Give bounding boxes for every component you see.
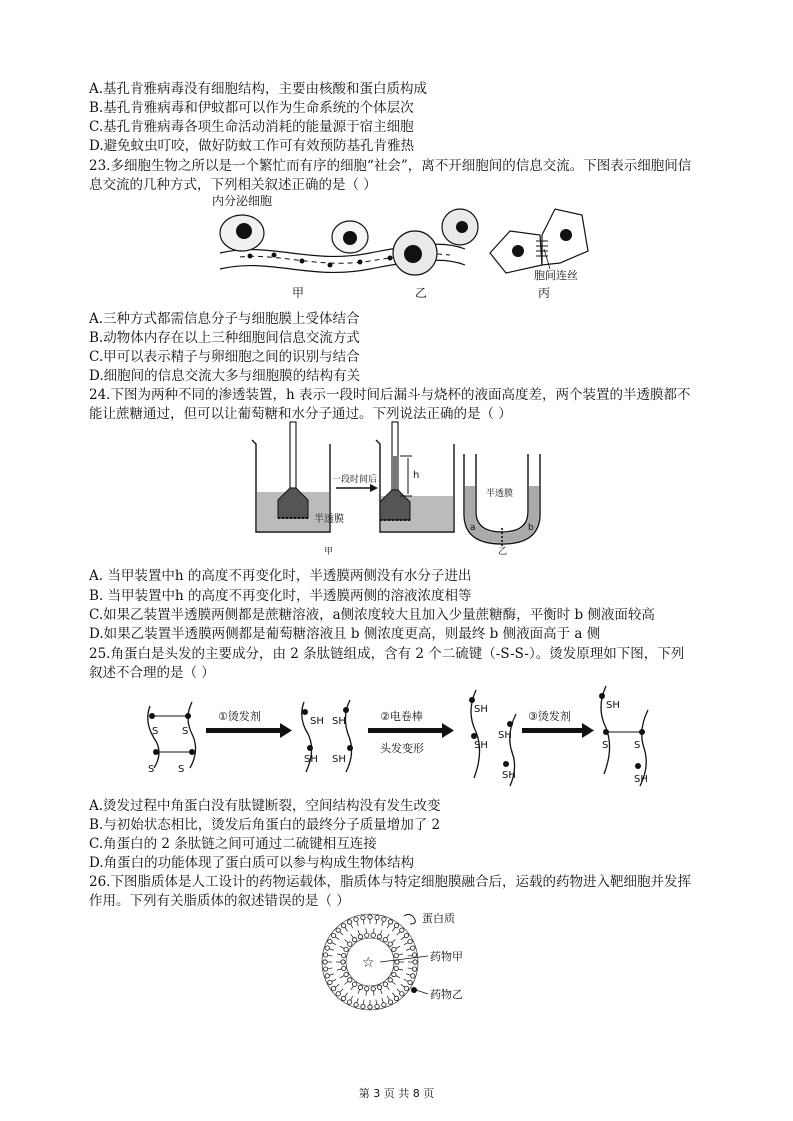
inner-lipid-head: [394, 966, 398, 970]
q22-option-b: B.基孔肯雅病毒和伊蚊都可以作为生命系统的个体层次: [89, 100, 414, 116]
outer-lipid-head: [400, 928, 404, 932]
outer-lipid-head: [388, 920, 392, 924]
outer-lipid-head: [323, 953, 327, 957]
outer-lipid-head: [408, 980, 412, 984]
q22-option-d: D.避免蚊虫叮咬，做好防蚊工作可有效预防基孔肯雅热: [89, 138, 415, 154]
outer-lipid-head: [394, 923, 398, 927]
outer-lipid-head: [375, 915, 379, 919]
label-endocrine-cell: 内分泌细胞: [212, 194, 273, 208]
outer-lipid-head: [341, 923, 345, 927]
outer-lipid-head: [400, 992, 404, 996]
s-label-1: S: [152, 726, 159, 737]
label-side-b: b: [528, 523, 534, 533]
funnel-bell-right: [380, 490, 410, 520]
arrow-step1: [206, 728, 280, 733]
outer-lipid-head: [411, 974, 415, 978]
label-drug-b: 药物乙: [430, 988, 463, 1001]
s-label-4: S: [178, 764, 185, 775]
nucleus-bing-right: [560, 229, 572, 241]
q24-figure: [250, 420, 560, 560]
outer-lipid-head: [323, 967, 327, 971]
caption-yi-q23: 乙: [415, 286, 428, 300]
inner-lipid-head: [371, 987, 375, 991]
label-drug-a: 药物甲: [430, 950, 463, 963]
s-label-6: S: [634, 740, 641, 751]
label-step2: ②电卷棒: [380, 710, 423, 723]
label-step3: ③烫发剂: [528, 710, 571, 723]
s-label-2: S: [182, 726, 189, 737]
label-membrane-jia: 半透膜: [314, 514, 344, 525]
outer-lipid-head: [404, 986, 408, 990]
sh-label-10: SH: [634, 774, 648, 785]
arrow-step2-head: [442, 723, 454, 738]
funnel-tube-left: [290, 422, 296, 488]
q26-stem-line2: 作用。下列有关脂质体的叙述错误的是（ ）: [89, 893, 350, 909]
outer-lipid-head: [408, 939, 412, 943]
inner-lipid-head: [388, 978, 392, 982]
label-plasmodesmata: 胞间连丝: [534, 269, 578, 282]
label-h: h: [413, 470, 420, 481]
protein-icon: [404, 914, 415, 924]
outer-lipid-head: [336, 992, 340, 996]
s-label-5: S: [602, 740, 609, 751]
inner-lipid-head: [342, 966, 346, 970]
arrow-step3: [522, 728, 582, 733]
outer-lipid-head: [361, 1004, 365, 1008]
inner-lipid-head: [377, 935, 381, 939]
outer-lipid-head: [394, 996, 398, 1000]
outer-lipid-head: [347, 920, 351, 924]
inner-lipid-head: [388, 942, 392, 946]
inner-lipid-head: [383, 938, 387, 942]
inner-lipid-head: [365, 987, 369, 991]
q26-stem-line1: 26.下图脂质体是人工设计的药物运载体，脂质体与特定细胞膜融合后，运载的药物进入靶细胞并发挥: [89, 874, 691, 890]
inner-lipid-head: [358, 935, 362, 939]
label-after-time: 一段时间后: [332, 475, 378, 485]
inner-lipid-head: [392, 972, 396, 976]
inner-lipid-head: [365, 933, 369, 937]
q23-option-d: D.细胞间的信息交流大多与细胞膜的结构有关: [89, 368, 361, 384]
q23-figure: [210, 193, 590, 305]
outer-lipid-head: [412, 967, 416, 971]
caption-bing-q23: 丙: [538, 286, 551, 300]
sh-label-6: SH: [474, 740, 488, 751]
outer-lipid-head: [354, 1003, 358, 1007]
inner-lipid-head: [383, 982, 387, 986]
outer-lipid-head: [328, 980, 332, 984]
time-arrow-head: [370, 484, 378, 492]
inner-lipid-head: [392, 947, 396, 951]
outer-lipid-head: [331, 933, 335, 937]
sh-label-8: SH: [502, 770, 516, 781]
q22-option-c: C.基孔肯雅病毒各项生命活动消耗的能量源于宿主细胞: [89, 119, 414, 135]
outer-lipid-head: [382, 1003, 386, 1007]
q24-stem-line1: 24.下图为两种不同的渗透装置，h 表示一段时间后漏斗与烧杯的液面高度差，两个装置的半透膜都不: [89, 387, 691, 403]
q24-option-a: A. 当甲装置中h 的高度不再变化时，半透膜两侧没有水分子进出: [89, 568, 472, 584]
label-protein: 蛋白质: [422, 912, 455, 925]
outer-lipid-head: [354, 917, 358, 921]
inner-lipid-head: [344, 947, 348, 951]
q24-stem-line2: 能让蔗糖通过，但可以让葡萄糖和水分子通过。下列说法正确的是（ ）: [89, 406, 512, 422]
caption-yi-q24: 乙: [498, 547, 508, 557]
inner-lipid-head: [371, 933, 375, 937]
q25-figure: [140, 682, 660, 790]
inner-lipid-head: [377, 985, 381, 989]
label-step2-sub: 头发变形: [380, 742, 424, 755]
chain-initial-right: [188, 702, 196, 768]
inner-lipid-head: [348, 978, 352, 982]
q23-stem-line2: 息交流的几种方式，下列相关叙述正确的是（ ）: [89, 177, 377, 193]
q23-stem-line1: 23.多细胞生物之所以是一个繁忙而有序的细胞“社会”，离不开细胞间的信息交流。下图表示细胞间信: [89, 158, 692, 174]
inner-lipid-head: [342, 953, 346, 957]
nucleus-bing-left: [512, 245, 524, 257]
sh-label-3: SH: [304, 754, 318, 765]
q22-option-a: A.基孔肯雅病毒没有细胞结构，主要由核酸和蛋白质构成: [89, 81, 428, 97]
outer-lipid-head: [341, 996, 345, 1000]
inner-lipid-head: [352, 938, 356, 942]
outer-lipid-head: [375, 1004, 379, 1008]
nucleus-yi-right: [456, 221, 468, 233]
q26-figure: [318, 910, 488, 1018]
inner-lipid-head: [352, 982, 356, 986]
nucleus-yi-left: [404, 245, 422, 263]
drug-a-star-icon: ☆: [362, 955, 375, 971]
outer-lipid-head: [368, 915, 372, 919]
q25-option-a: A.烫发过程中角蛋白没有肽键断裂，空间结构没有发生改变: [89, 798, 441, 814]
arrow-step1-head: [280, 723, 292, 738]
s-label-3: S: [148, 764, 155, 775]
drug-b-pointer: [416, 990, 428, 994]
sh-label-9: SH: [606, 700, 620, 711]
sh-label-4: SH: [332, 754, 346, 765]
q24-option-d: D.如果乙装置半透膜两侧都是葡萄糖溶液且 b 侧浓度更高，则最终 b 侧液面高于 a 侧: [89, 626, 601, 642]
funnel-right-liquid-column: [393, 456, 397, 490]
sh-label-1: SH: [310, 716, 324, 727]
inner-lipid-head: [358, 985, 362, 989]
q24-option-b: B. 当甲装置中h 的高度不再变化时，半透膜两侧的溶液浓度相等: [89, 588, 472, 604]
q25-option-b: B.与初始状态相比，烫发后角蛋白的最终分子质量增加了 2: [89, 817, 441, 833]
arrow-step3-head: [582, 723, 594, 738]
sh-label-5: SH: [474, 704, 488, 715]
q25-option-d: D.角蛋白的功能体现了蛋白质可以参与构成生物体结构: [89, 855, 415, 871]
inner-lipid-head: [348, 942, 352, 946]
inner-lipid-head: [341, 960, 345, 964]
sh-label-2: SH: [332, 716, 346, 727]
q24-option-c: C.如果乙装置半透膜两侧都是蔗糖溶液，a侧浓度较大且加入少量蔗糖酶，平衡时 b 侧液面较高: [89, 607, 655, 623]
arrow-step2: [368, 728, 442, 733]
outer-lipid-head: [388, 1000, 392, 1004]
outer-lipid-head: [361, 915, 365, 919]
outer-lipid-head: [404, 933, 408, 937]
inner-lipid-head: [394, 953, 398, 957]
endocrine-nucleus: [236, 223, 252, 239]
outer-lipid-head: [336, 928, 340, 932]
sh-label-7: SH: [498, 730, 512, 741]
outer-lipid-head: [413, 960, 417, 964]
outer-lipid-head: [347, 1000, 351, 1004]
q25-option-c: C.角蛋白的 2 条肽链之间可通过二硫键相互连接: [89, 836, 377, 852]
target-nucleus-jia: [343, 231, 357, 245]
outer-lipid-head: [328, 939, 332, 943]
label-step1: ①烫发剂: [218, 710, 261, 723]
label-side-a: a: [470, 523, 476, 533]
outer-lipid-head: [325, 946, 329, 950]
outer-lipid-head: [331, 986, 335, 990]
outer-lipid-head: [323, 960, 327, 964]
outer-lipid-head: [368, 1005, 372, 1009]
caption-jia-q24: 甲: [324, 547, 334, 557]
q23-option-b: B.动物体内存在以上三种细胞间信息交流方式: [89, 330, 360, 346]
label-membrane-yi: 半透膜: [486, 489, 514, 499]
q23-option-a: A.三种方式都需信息分子与细胞膜上受体结合: [89, 311, 360, 327]
q25-stem-line2: 叙述不合理的是（ ）: [89, 665, 215, 681]
page-footer: 第 3 页 共 8 页: [358, 1087, 435, 1100]
outer-lipid-head: [382, 917, 386, 921]
outer-lipid-head: [411, 946, 415, 950]
q25-stem-line1: 25.角蛋白是头发的主要成分，由 2 条肽链组成，含有 2 个二硫键（-S-S-）。烫发原理如下图，下列: [89, 646, 685, 662]
outer-lipid-head: [325, 974, 329, 978]
q23-option-c: C.甲可以表示精子与卵细胞之间的识别与结合: [89, 349, 360, 365]
outer-lipid-head: [412, 953, 416, 957]
caption-jia-q23: 甲: [292, 286, 305, 300]
inner-lipid-head: [344, 972, 348, 976]
